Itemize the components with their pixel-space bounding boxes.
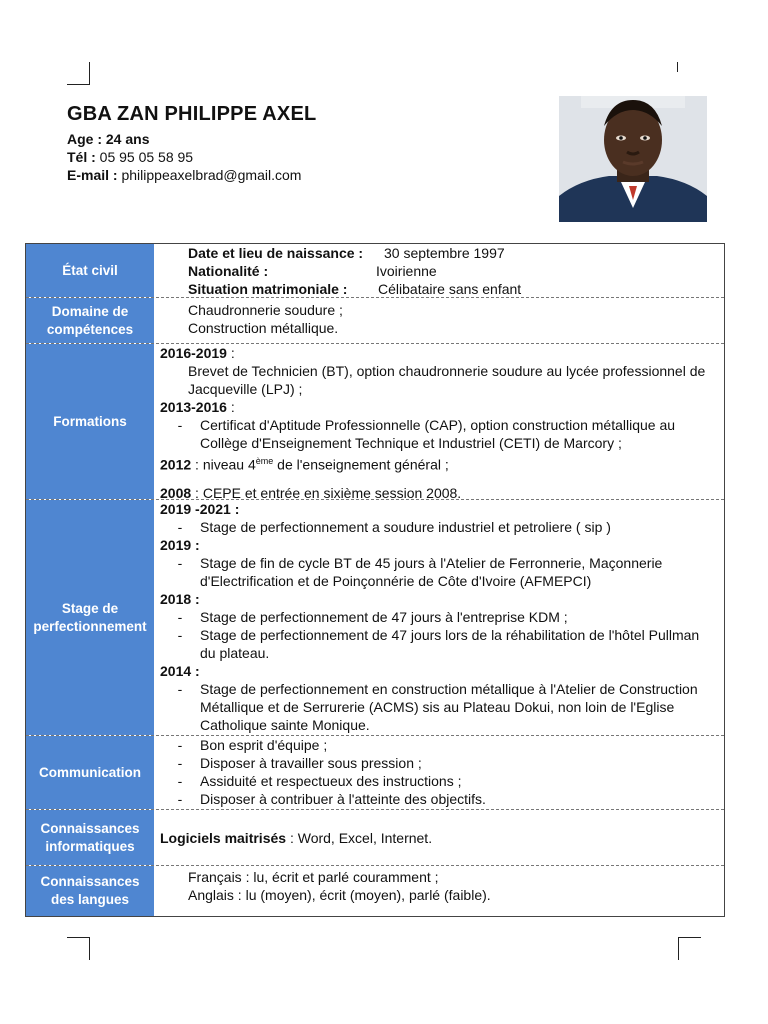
year-label: 2016-2019 xyxy=(160,345,227,361)
list-item: - Disposer à travailler sous pression ; xyxy=(160,754,718,772)
row-stage xyxy=(26,500,724,736)
bullet-icon xyxy=(160,280,188,298)
email-label: E-mail : xyxy=(67,167,118,183)
year-label: 2018 : xyxy=(160,591,200,607)
dash-icon: - xyxy=(177,519,183,535)
list-item: Brevet de Technicien (BT), option chaudronnerie soudure au lycée professionnel de Jacqueville (LPJ) ; xyxy=(160,362,718,398)
label-formations: Formations xyxy=(26,344,154,499)
crop-mark-top-right xyxy=(677,62,679,72)
nationality-label: Nationalité : xyxy=(188,263,269,279)
year-label: 2019 -2021 : xyxy=(160,501,240,517)
list-item: - Stage de perfectionnement en construction métallique à l'Atelier de Construction Métallique et de Serrurerie (ACMS) sis au Plateau Dokui, non loin de l'Eglise Catholique sainte Monique. xyxy=(160,680,718,734)
nationality-value: Ivoirienne xyxy=(376,263,437,279)
year-label: 2014 : xyxy=(160,663,200,679)
dash-icon: - xyxy=(177,417,183,433)
list-item xyxy=(160,244,718,262)
dash-icon: - xyxy=(177,791,183,807)
content-formations: 2016-2019 : Brevet de Technicien (BT), option chaudronnerie soudure au lycée professionnel de Jacqueville (LPJ) ; 2013-2016 : - Certificat d'Aptitude Professionnelle (CAP), option construction métallique au Collège d'Enseignement Technique et Industriel (CETI) de Marcory ; 2012 : niveau 4ème de l'enseignement général ; 2008 : CEPE et entrée en sixième session 2008. xyxy=(154,344,724,499)
birth-label: Date et lieu de naissance : xyxy=(188,245,364,261)
label-communication: Communication xyxy=(26,736,154,809)
phone-label: Tél : xyxy=(67,149,96,165)
list-item xyxy=(160,280,718,298)
candidate-name: GBA ZAN PHILIPPE AXEL xyxy=(67,103,317,125)
bullet-icon xyxy=(160,244,188,262)
software-label: Logiciels maitrisés xyxy=(160,829,287,846)
crop-mark-top-left xyxy=(67,62,90,85)
age-line xyxy=(67,130,316,148)
content-langues xyxy=(154,866,724,916)
row-communication xyxy=(26,736,724,810)
list-item: - Disposer à contribuer à l'atteinte des objectifs. xyxy=(160,790,718,808)
dash-icon: - xyxy=(177,609,183,625)
list-item: - Stage de perfectionnement a soudure industriel et petroliere ( sip ) xyxy=(160,518,718,536)
dash-icon: - xyxy=(177,773,183,789)
year-label: 2019 : xyxy=(160,537,200,553)
list-item: Chaudronnerie soudure ; xyxy=(160,301,718,319)
year-label: 2008 xyxy=(160,484,192,501)
list-item: 2008 : CEPE et entrée en sixième session 2008. xyxy=(160,484,462,501)
phone-value: 05 95 05 58 95 xyxy=(99,149,194,165)
dash-icon: - xyxy=(177,555,183,571)
list-item: Anglais : lu (moyen), écrit (moyen), parlé (faible). xyxy=(160,886,718,904)
list-item: - Bon esprit d'équipe ; xyxy=(160,736,718,754)
label-informatique: Connaissances informatiques xyxy=(26,810,154,865)
label-etat-civil: État civil xyxy=(26,244,154,297)
row-formations xyxy=(26,344,724,500)
bullet-icon xyxy=(160,362,188,398)
software-value: : Word, Excel, Internet. xyxy=(289,829,433,846)
marital-value: Célibataire sans enfant xyxy=(378,281,522,297)
row-informatique xyxy=(26,810,724,866)
row-etat-civil xyxy=(26,244,724,298)
crop-mark-bottom-right xyxy=(678,937,701,960)
email-value: philippeaxelbrad@gmail.com xyxy=(121,167,302,183)
birth-value: 30 septembre 1997 xyxy=(384,245,505,261)
row-domaine xyxy=(26,298,724,344)
list-item xyxy=(160,829,432,847)
dash-icon: - xyxy=(177,737,183,753)
age-value: 24 ans xyxy=(105,131,150,147)
list-item: - Stage de perfectionnement de 47 jours lors de la réhabilitation de l'hôtel Pullman du plateau. xyxy=(160,626,718,662)
bullet-icon xyxy=(160,886,188,904)
list-item xyxy=(160,262,718,280)
label-langues: Connaissances des langues xyxy=(26,866,154,916)
dash-icon: - xyxy=(177,627,183,643)
label-stage: Stage de perfectionnement xyxy=(26,500,154,735)
list-item: - Stage de fin de cycle BT de 45 jours à l'Atelier de Ferronnerie, Maçonnerie d'Electrification et de Poinçonnérie de Côte d'Ivoire (AFMEPCI) xyxy=(160,554,718,590)
dash-icon: - xyxy=(177,755,183,771)
label-domaine: Domaine de compétences xyxy=(26,298,154,343)
content-stage xyxy=(154,500,724,735)
content-domaine xyxy=(154,298,724,343)
list-item: - Certificat d'Aptitude Professionnelle (CAP), option construction métallique au Collège d'Enseignement Technique et Industriel (CETI) de Marcory ; xyxy=(160,416,718,452)
bullet-icon xyxy=(160,262,188,280)
year-label: 2013-2016 xyxy=(160,399,227,415)
list-item: Construction métallique. xyxy=(160,319,718,337)
row-langues xyxy=(26,866,724,916)
cv-header xyxy=(67,103,316,184)
list-item: 2012 : niveau 4ème de l'enseignement général ; xyxy=(160,456,449,473)
crop-mark-bottom-left xyxy=(67,937,90,960)
dash-icon: - xyxy=(177,681,183,697)
age-label: Age : xyxy=(67,131,102,147)
list-item: Français : lu, écrit et parlé couramment ; xyxy=(160,868,718,886)
content-informatique xyxy=(154,810,724,865)
bullet-icon xyxy=(160,301,188,319)
list-item: - Assiduité et respectueux des instructions ; xyxy=(160,772,718,790)
cv-table xyxy=(25,243,725,917)
content-communication xyxy=(154,736,724,809)
marital-label: Situation matrimoniale : xyxy=(188,281,348,297)
year-label: 2012 xyxy=(160,456,192,473)
bullet-icon xyxy=(160,319,188,337)
email-line xyxy=(67,166,316,184)
content-etat-civil xyxy=(154,244,724,297)
phone-line xyxy=(67,148,316,166)
bullet-icon xyxy=(160,868,188,886)
list-item: - Stage de perfectionnement de 47 jours à l'entreprise KDM ; xyxy=(160,608,718,626)
portrait-photo xyxy=(559,96,707,222)
